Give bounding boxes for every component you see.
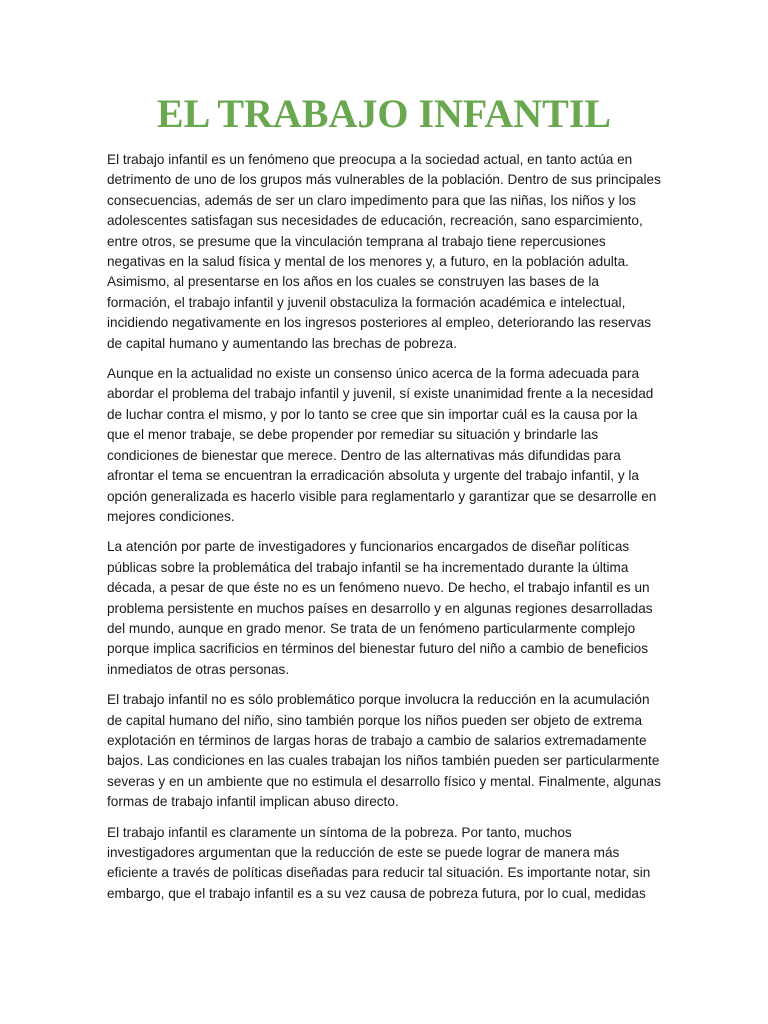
paragraph-5: El trabajo infantil es claramente un síntoma de la pobreza. Por tanto, muchos investigadores argumentan que la reducción de este se puede lograr de manera más eficiente a través de políticas diseñadas para reducir tal situación. Es importante notar, sin embargo, que el trabajo infantil es a su vez causa de pobreza futura, por lo cual, medidas: [107, 824, 651, 901]
document-body: [107, 150, 663, 914]
paragraph-3: La atención por parte de investigadores y funcionarios encargados de diseñar políticas públicas sobre la problemática del trabajo infantil se ha incrementado durante la última década, a pesar de que éste no es un fenómeno nuevo. De hecho, el trabajo infantil es un problema persistente en muchos países en desarrollo y en algunas regiones desarrolladas del mundo, aunque en grado menor. Se trata de un fenómeno particularmente complejo porque implica sacrificios en términos del bienestar futuro del niño a cambio de beneficios inmediatos de otras personas.: [107, 539, 653, 677]
paragraph-4: El trabajo infantil no es sólo problemático porque involucra la reducción en la acumulación de capital humano del niño, sino también porque los niños pueden ser objeto de extrema explotación en términos de largas horas de trabajo a cambio de salarios extremadamente bajos. Las condiciones en las cuales trabajan los niños también pueden ser particularmente severas y en un ambiente que no estimula el desarrollo físico y mental. Finalmente, algunas formas de trabajo infantil implican abuso directo.: [107, 692, 661, 810]
paragraph-2: Aunque en la actualidad no existe un consenso único acerca de la forma adecuada para abordar el problema del trabajo infantil y juvenil, sí existe unanimidad frente a la necesidad de luchar contra el mismo, y por lo tanto se cree que sin importar cuál es la causa por la que el menor trabaje, se debe propender por remediar su situación y brindarle las condiciones de bienestar que merece. Dentro de las alternativas más difundidas para afrontar el tema se encuentran la erradicación absoluta y urgente del trabajo infantil, y la opción generalizada es hacerlo visible para reglamentarlo y garantizar que se desarrolle en mejores condiciones.: [107, 366, 657, 524]
document-title: EL TRABAJO INFANTIL: [156, 91, 612, 136]
paragraph-1: El trabajo infantil es un fenómeno que preocupa a la sociedad actual, en tanto actúa en detrimento de uno de los grupos más vulnerables de la población. Dentro de sus principales consecuencias, además de ser un claro impedimento para que las niñas, los niños y los adolescentes satisfagan sus necesidades de educación, recreación, sano esparcimiento, entre otros, se presume que la vinculación temprana al trabajo tiene repercusiones negativas en la salud física y mental de los menores y, a futuro, en la población adulta. Asimismo, al presentarse en los años en los cuales se construyen las bases de la formación, el trabajo infantil y juvenil obstaculiza la formación académica e intelectual, incidiendo negativamente en los ingresos posteriores al empleo, deteriorando las reservas de capital humano y aumentando las brechas de pobreza.: [107, 152, 661, 351]
